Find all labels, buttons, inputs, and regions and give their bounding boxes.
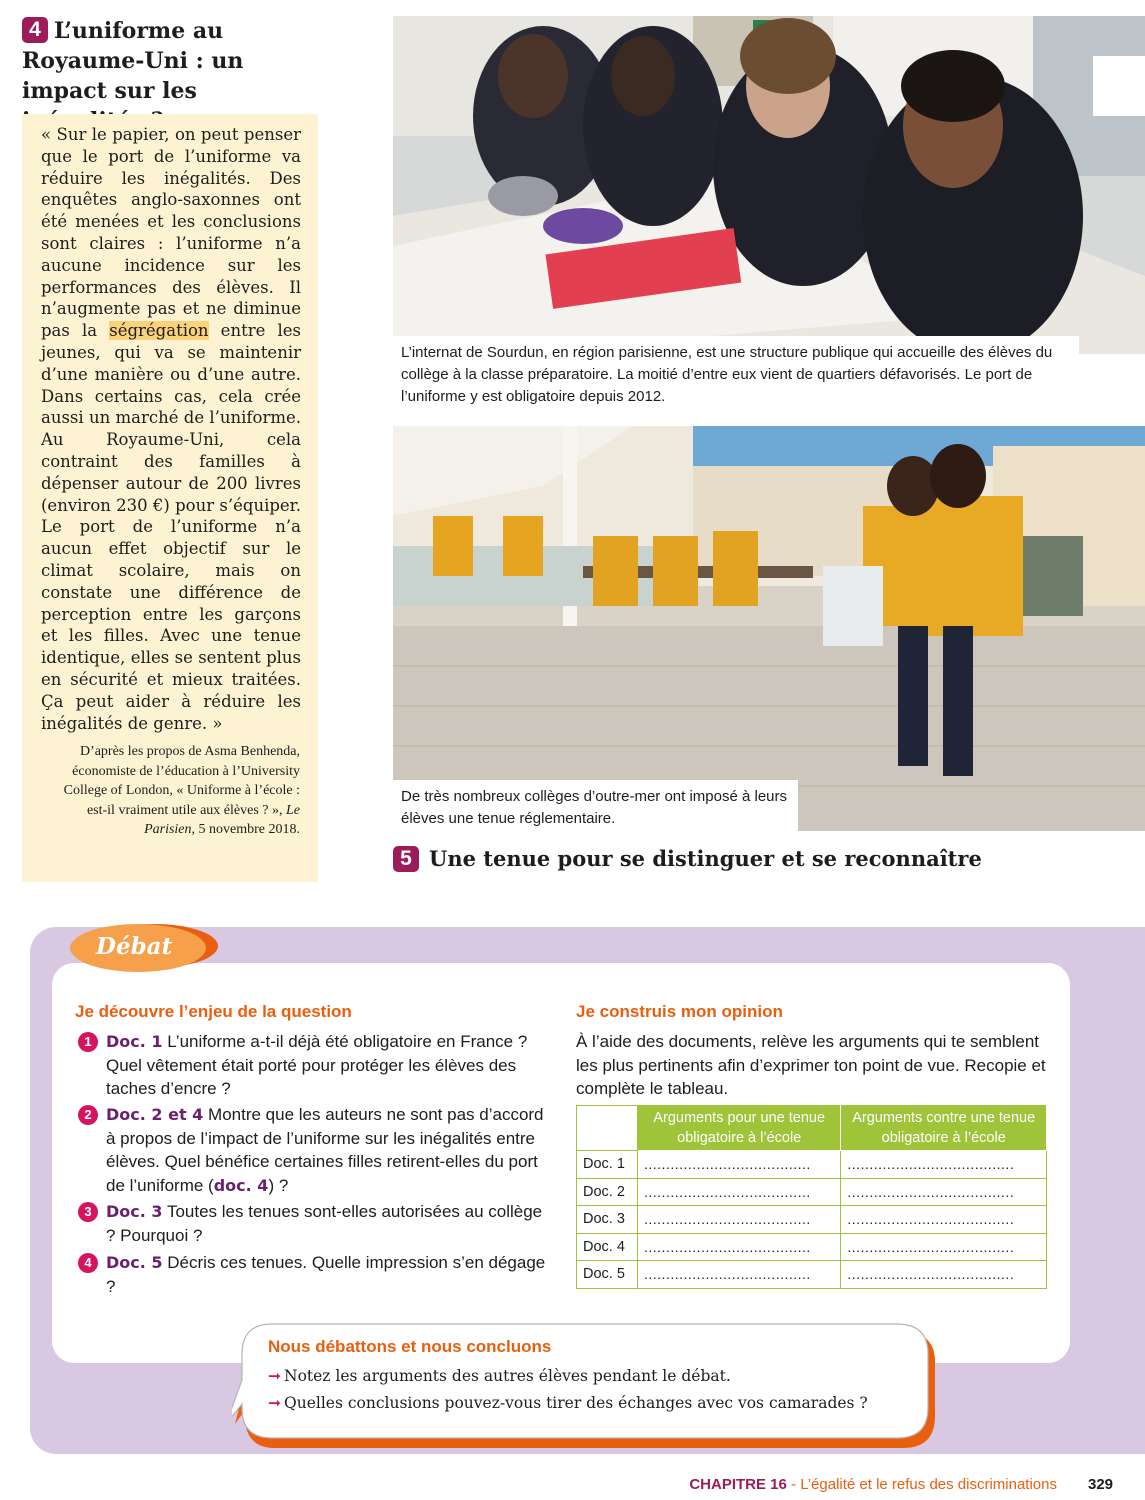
table-row: Doc. 5 ...................................... ...................................... [577, 1261, 1047, 1289]
arrow-right-icon: ➞ [268, 1394, 281, 1412]
column-header-against: Arguments contre une tenue obligatoire à l’école [841, 1106, 1047, 1151]
debate-label [66, 921, 222, 975]
doc5-title-text: Une tenue pour se distinguer et se reconnaître [429, 846, 982, 871]
classroom-caption: L’internat de Sourdun, en région parisienne, est une structure publique qui accueille des élèves du collège à la classe préparatoire. La moitié d’entre eux vient de quartiers défavorisés. Le port de l’uniforme y est obligatoire depuis 2012. [393, 336, 1079, 414]
table-row: Doc. 1 ...................................... ...................................... [577, 1151, 1047, 1179]
conclusion-line-2: ➞ Quelles conclusions pouvez-vous tirer des échanges avec vos camarades ? [268, 1394, 868, 1412]
conclusion-heading: Nous débattons et nous concluons [268, 1337, 552, 1356]
question-4: 4 Doc. 5 Décris ces tenues. Quelle impression s’en dégage ? [78, 1251, 548, 1298]
question-number: 4 [78, 1253, 98, 1273]
doc4-source: D’après les propos de Asma Benhenda, économiste de l’éducation à l’University College of London, « Uniforme à l’école : est-il vraiment utile aux élèves ? », Le Parisien, 5 novembre 2018. [63, 744, 300, 837]
page-number: 329 [1088, 1476, 1114, 1493]
table-row: Doc. 2 ...................................... ...................................... [577, 1178, 1047, 1206]
questions-heading: Je découvre l’enjeu de la question [75, 1002, 352, 1021]
question-number: 3 [78, 1202, 98, 1222]
table-row: Doc. 3 ...................................... ...................................... [577, 1206, 1047, 1234]
doc4-title-text: L’uniforme au Royaume-Uni : un impact sur les [22, 18, 244, 104]
highlighted-term: ségrégation [109, 321, 209, 341]
opinion-heading: Je construis mon opinion [576, 1002, 783, 1021]
doc5-number-badge: 5 [393, 846, 419, 872]
opinion-instructions: À l’aide des documents, relève les arguments qui te semblent les plus pertinents afin d’exprimer ton point de vue. Recopie et complète le tableau. [576, 1032, 1046, 1098]
table-corner [577, 1106, 638, 1151]
conclusion-line-1: ➞ Notez les arguments des autres élèves pendant le débat. [268, 1367, 731, 1385]
question-number: 2 [78, 1105, 98, 1125]
question-number: 1 [78, 1032, 98, 1052]
doc5-title [393, 845, 1093, 873]
arrow-right-icon: ➞ [268, 1367, 281, 1385]
doc4-number-badge: 4 [22, 17, 48, 43]
courtyard-caption: De très nombreux collèges d’outre-mer ont imposé à leurs élèves une tenue réglementaire. [393, 780, 798, 836]
courtyard-photo [393, 426, 1145, 831]
footer-chapter: CHAPITRE 16 - L’égalité et le refus des discriminations [689, 1476, 1057, 1493]
question-2: 2 Doc. 2 et 4 Montre que les auteurs ne sont pas d’accord à propos de l’impact de l’uniforme sur les inégalités entre élèves. Quel bénéfice certaines filles retirent-elles du port de l’uniforme (doc. 4) ? [78, 1103, 548, 1197]
question-3: 3 Doc. 3 Toutes les tenues sont-elles autorisées au collège ? Pourquoi ? [78, 1200, 548, 1247]
table-row: Doc. 4 ...................................... ...................................... [577, 1233, 1047, 1261]
doc4-quote: « Sur le papier, on peut penser que le port de l’uniforme va réduire les inégalités. Des enquêtes anglo-saxonnes ont été menées et les conclusions sont claires : l’uniforme n’a aucune incidence sur les performances des élèves. Il n’augmente pas et ne diminue pas la ségrégation entre les jeunes, qui va se maintenir d’une manière ou d’une autre. Dans certains cas, cela crée aussi un marché de l’uniforme. Au Royaume-Uni, cela contraint des familles à dépenser autour de 200 livres (environ 230 €) pour s’équiper. Le port de l’uniforme n’a aucun effet objectif sur le climat scolaire, mais on constate une différence de perception entre les garçons et les filles. Avec une tenue identique, elles se sentent plus en sécurité et mieux traitées. Ça peut aider à réduire les inégalités de genre. » [41, 125, 301, 733]
debate-label-text: Débat [96, 933, 173, 960]
column-header-for: Arguments pour une tenue obligatoire à l’école [638, 1106, 841, 1151]
classroom-photo [393, 16, 1145, 354]
arguments-table [576, 1105, 1047, 1289]
question-1: 1 Doc. 1 L’uniforme a-t-il déjà été obligatoire en France ? Quel vêtement était porté pour protéger les élèves des taches d’encre ? [78, 1030, 548, 1101]
